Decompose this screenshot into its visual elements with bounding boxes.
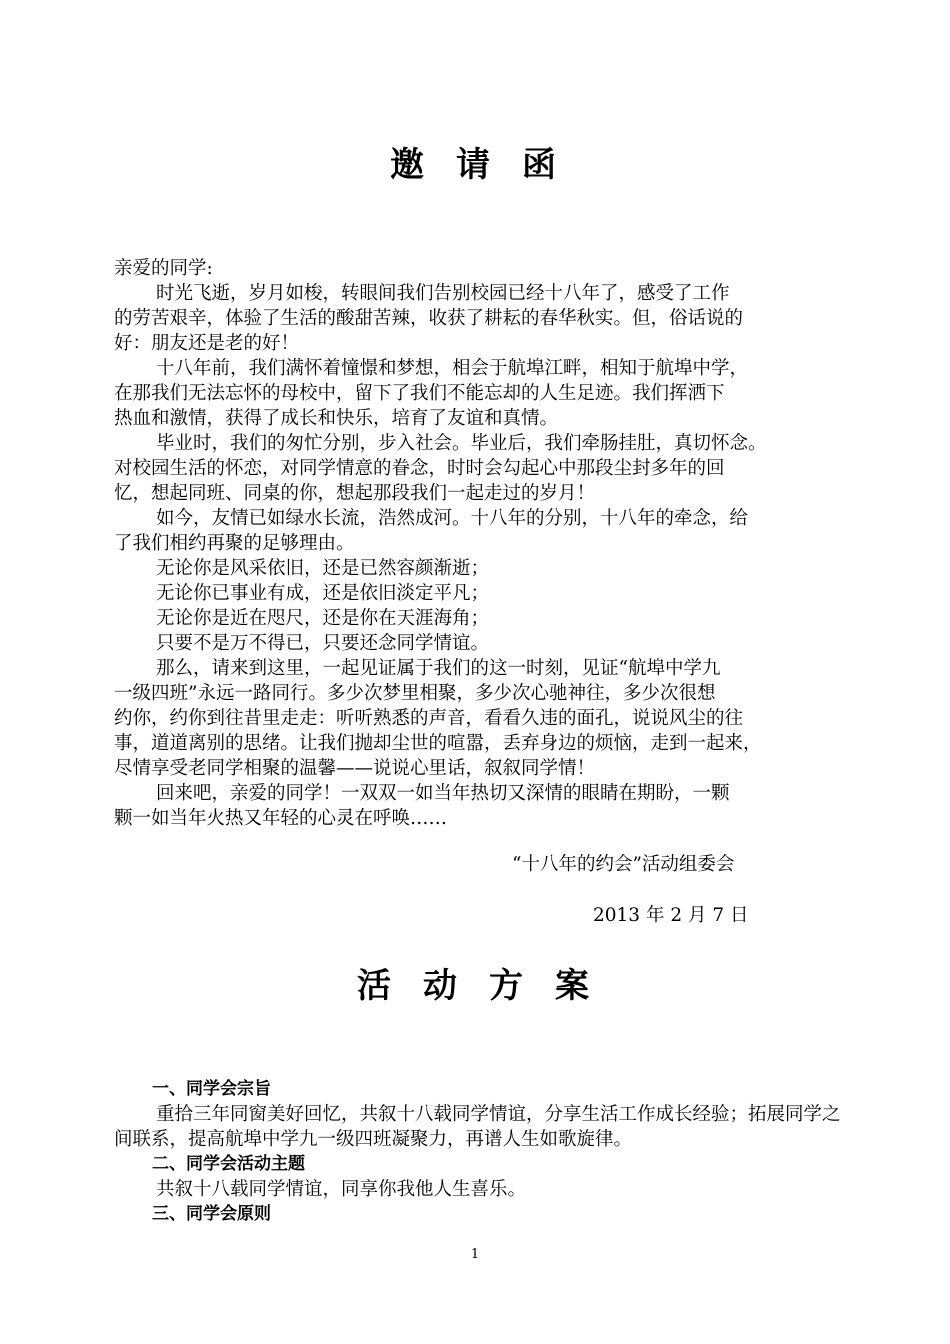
paragraph-line: 如今，友情已如绿水长流，浩然成河。十八年的分别，十八年的牵念，给 <box>156 508 749 529</box>
signature: “十八年的约会”活动组委会 <box>512 854 735 875</box>
invitation-title-char: 函 <box>522 145 560 185</box>
section-heading: 二、同学会活动主题 <box>152 1154 305 1174</box>
paragraph-line: 对校园生活的怀恋，对同学情意的眷念，时时会勾起心中那段尘封多年的回 <box>114 458 725 479</box>
paragraph-line: 回来吧，亲爱的同学！一双双一如当年热切又深情的眼睛在期盼，一颗 <box>156 783 730 804</box>
paragraph-line: 颗一如当年火热又年轻的心灵在呼唤…… <box>114 808 448 829</box>
paragraph-line: 忆，想起同班、同桌的你，想起那段我们一起走过的岁月！ <box>114 483 596 504</box>
paragraph-line: 十八年前，我们满怀着憧憬和梦想，相会于航埠江畔，相知于航埠中学， <box>156 358 749 379</box>
section-line: 间联系，提高航埠中学九一级四班凝聚力，再谱人生如歌旋律。 <box>114 1129 633 1150</box>
plan-title-char: 方 <box>489 966 527 1006</box>
plan-title-char: 案 <box>555 966 593 1006</box>
signature-date: 2013 年 2 月 7 日 <box>593 905 749 926</box>
plan-body <box>114 1077 844 1227</box>
paragraph-line: 热血和激情，获得了成长和快乐，培育了友谊和真情。 <box>114 408 559 429</box>
paragraph-line: 的劳苦艰辛，体验了生活的酸甜苦辣，收获了耕耘的春华秋实。但，俗话说的 <box>114 308 744 329</box>
section-line: 重拾三年同窗美好回忆，共叙十八载同学情谊，分享生活工作成长经验；拓展同学之 <box>156 1104 841 1125</box>
section-line: 共叙十八载同学情谊，同享你我他人生喜乐。 <box>156 1179 527 1200</box>
paragraph-line: 毕业时，我们的匆忙分别，步入社会。毕业后，我们牵肠挂肚，真切怀念。 <box>156 433 767 454</box>
page-number: 1 <box>470 1247 480 1262</box>
section-heading: 三、同学会原则 <box>152 1204 271 1224</box>
verse-line: 只要不是万不得已，只要还念同学情谊。 <box>156 633 490 654</box>
plan-title-char: 活 <box>357 966 395 1006</box>
paragraph-line: 约你，约你到往昔里走走：听听熟悉的声音，看看久违的面孔，说说风尘的往 <box>114 708 744 729</box>
plan-title-char: 动 <box>423 966 461 1006</box>
invitation-title-char: 请 <box>456 145 494 185</box>
paragraph-line: 一级四班”永远一路同行。多少次梦里相聚，多少次心驰神往，多少次很想 <box>114 683 716 704</box>
verse-line: 无论你是近在咫尺，还是你在天涯海角； <box>156 608 490 629</box>
paragraph-line: 在那我们无法忘怀的母校中，留下了我们不能忘却的人生足迹。我们挥洒下 <box>114 383 725 404</box>
paragraph-line: 那么，请来到这里，一起见证属于我们的这一时刻，见证“航埠中学九 <box>156 658 721 679</box>
invitation-title-char: 邀 <box>390 145 428 185</box>
paragraph-line: 时光飞逝，岁月如梭，转眼间我们告别校园已经十八年了，感受了工作 <box>156 283 730 304</box>
plan-title <box>0 958 950 1007</box>
verse-line: 无论你已事业有成，还是依旧淡定平凡； <box>156 583 490 604</box>
section-heading: 一、同学会宗旨 <box>152 1079 271 1099</box>
verse-line: 无论你是风采依旧，还是已然容颜渐逝； <box>156 558 490 579</box>
paragraph-line: 好：朋友还是老的好！ <box>114 333 300 354</box>
salutation: 亲爱的同学: <box>114 258 213 279</box>
paragraph-line: 尽情享受老同学相聚的温馨——说说心里话，叙叙同学情！ <box>114 758 596 779</box>
invitation-body <box>114 256 844 831</box>
paragraph-line: 事，道道离别的思绪。让我们抛却尘世的喧嚣，丢弃身边的烦恼，走到一起来， <box>114 733 762 754</box>
paragraph-line: 了我们相约再聚的足够理由。 <box>114 533 355 554</box>
invitation-title <box>0 137 950 186</box>
